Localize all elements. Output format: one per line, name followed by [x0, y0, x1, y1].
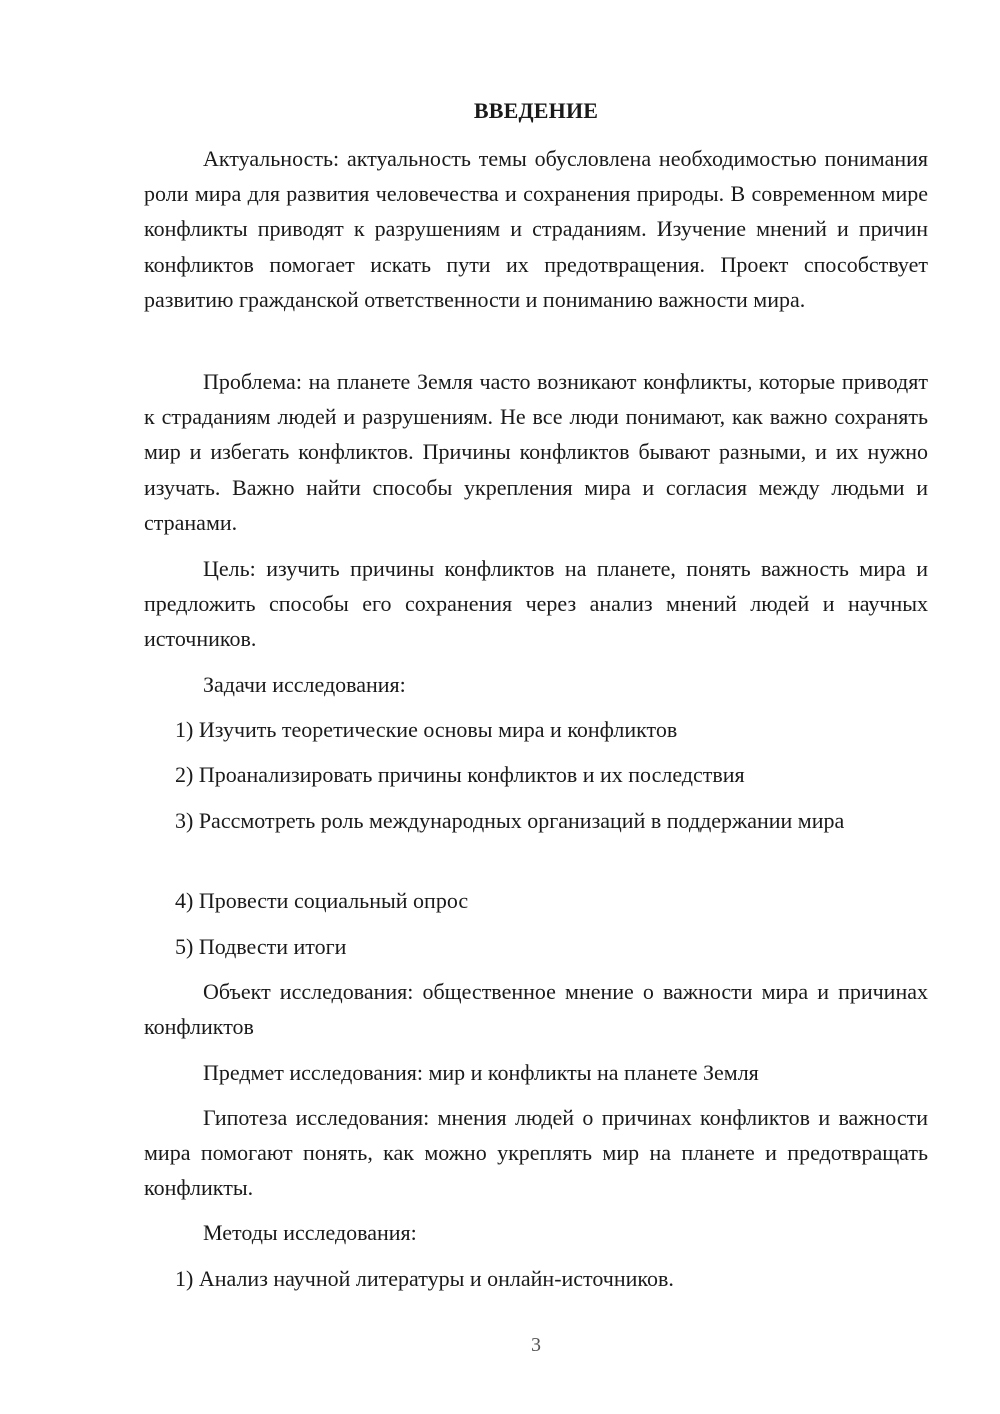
task-item-1: 1) Изучить теоретические основы мира и конфликтов [175, 717, 678, 742]
tasks-heading: Задачи исследования: [203, 672, 406, 697]
problem-paragraph: Проблема: на планете Земля часто возникают конфликты, которые приводят к страданиям людей и разрушениям. Не все люди понимают, как важно сохранять мир и избегать конфликтов. Причины конфликтов бывают разными, и их нужно изучать. Важно найти способы укрепления мира и согласия между людьми и странами. [144, 369, 928, 535]
task-item-5: 5) Подвести итоги [175, 934, 347, 959]
subject-paragraph: Предмет исследования: мир и конфликты на планете Земля [203, 1060, 759, 1085]
goal-paragraph: Цель: изучить причины конфликтов на планете, понять важность мира и предложить способы его сохранения через анализ мнений людей и научных источников. [144, 556, 928, 652]
page-number: 3 [531, 1334, 541, 1356]
hypothesis-paragraph: Гипотеза исследования: мнения людей о причинах конфликтов и важности мира помогают понять, как можно укреплять мир на планете и предотвращать конфликты. [144, 1105, 928, 1201]
method-item-1: 1) Анализ научной литературы и онлайн-источников. [175, 1266, 674, 1291]
task-item-2: 2) Проанализировать причины конфликтов и их последствия [175, 762, 745, 787]
relevance-paragraph: Актуальность: актуальность темы обусловлена необходимостью понимания роли мира для развития человечества и сохранения природы. В современном мире конфликты приводят к разрушениям и страданиям. Изучение мнений и причин конфликтов помогает искать пути их предотвращения. Проект способствует развитию гражданской ответственности и пониманию важности мира. [144, 146, 928, 312]
object-paragraph: Объект исследования: общественное мнение о важности мира и причинах конфликтов [144, 979, 928, 1040]
task-item-3: 3) Рассмотреть роль международных организаций в поддержании мира [175, 808, 845, 833]
page-title: ВВЕДЕНИЕ [473, 98, 599, 123]
task-item-4: 4) Провести социальный опрос [175, 888, 469, 913]
methods-heading: Методы исследования: [203, 1220, 417, 1245]
